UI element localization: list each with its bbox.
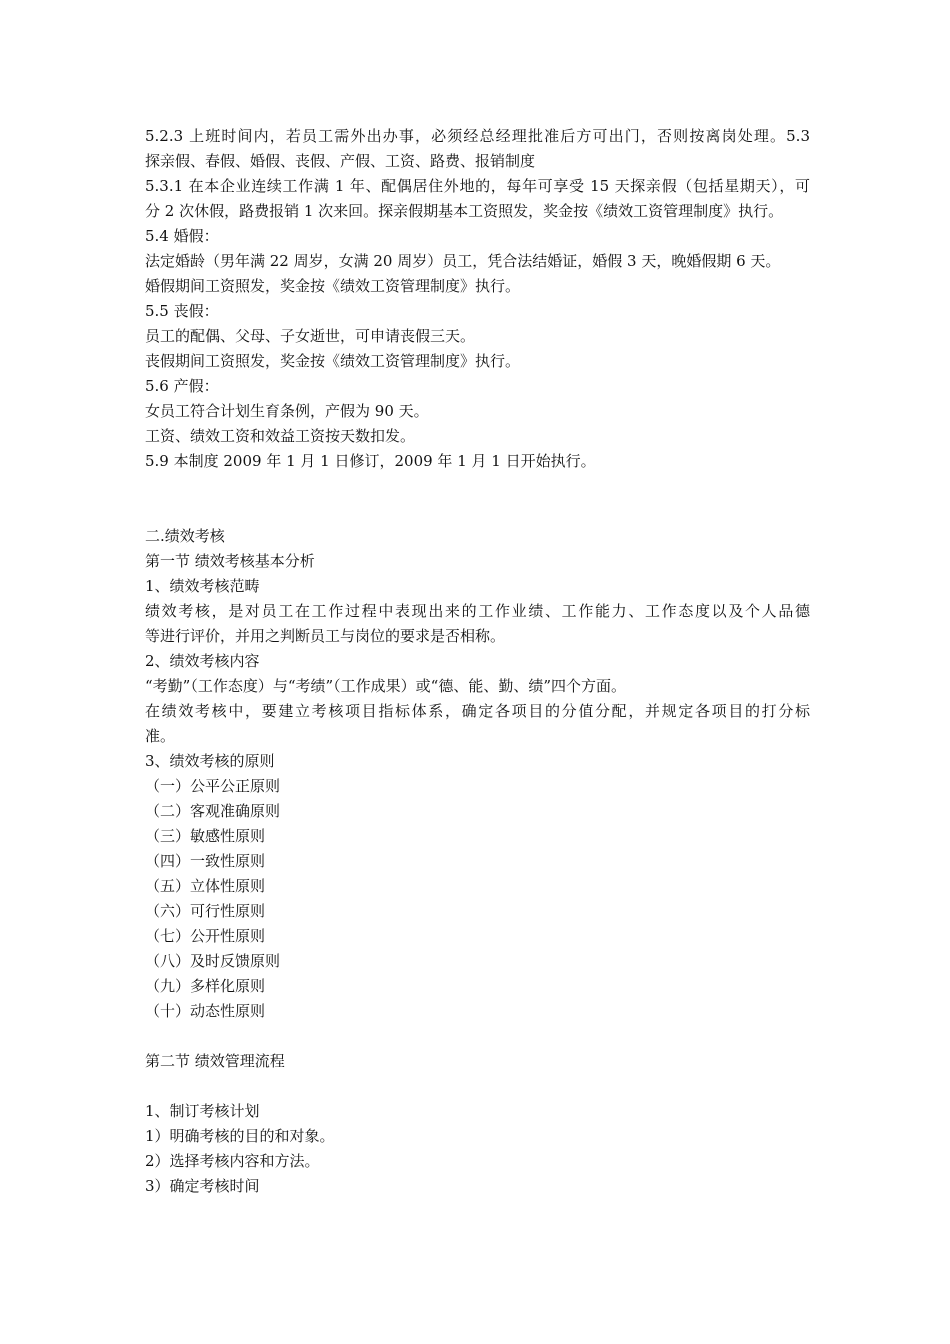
list-item: （一）公平公正原则 [145,777,281,795]
spacer [145,1024,810,1049]
step-1-title: 1、制订考核计划 [145,1102,260,1120]
paragraph-marriage-leave-pay: 婚假期间工资照发，奖金按《绩效工资管理制度》执行。 [145,277,521,295]
item-1-title: 1、绩效考核范畴 [145,577,260,595]
paragraph-maternity-leave-rule: 女员工符合计划生育条例，产假为 90 天。 [145,402,429,420]
list-item: （八）及时反馈原则 [145,952,281,970]
list-item: 3）确定考核时间 [145,1177,260,1195]
paragraph-5-9-effective-date: 5.9 本制度 2009 年 1 月 1 日修订，2009 年 1 月 1 日开始执行。 [145,452,596,470]
list-item: （十）动态性原则 [145,1002,266,1020]
step-1-list [145,1124,810,1199]
list-item: （三）敏感性原则 [145,827,266,845]
item-2-paragraph-1: “考勤”（工作态度）与“考绩”（工作成果）或“德、能、勤、绩”四个方面。 [145,677,627,695]
paragraph-5-2-3-line-1: 5.2.3 上班时间内，若员工需外出办事，必须经总经理批准后方可出门，否则按离岗处理。5.3 [145,127,810,145]
heading-5-4-marriage-leave: 5.4 婚假： [145,227,219,245]
list-item: （七）公开性原则 [145,927,266,945]
paragraph-5-3-1-line-2: 分 2 次休假，路费报销 1 次来回。探亲假期基本工资照发，奖金按《绩效工资管理制度》执行。 [145,202,784,220]
paragraph-marriage-leave-rule: 法定婚龄（男年满 22 周岁，女满 20 周岁）员工，凭合法结婚证，婚假 3 天，晚婚假期 6 天。 [145,252,781,270]
spacer [145,474,810,524]
item-2-title: 2、绩效考核内容 [145,652,260,670]
spacer [145,1074,810,1099]
heading-5-6-maternity-leave: 5.6 产假： [145,377,219,395]
document-body [145,124,810,1199]
chapter-title: 二.绩效考核 [145,527,225,545]
paragraph-funeral-leave-rule: 员工的配偶、父母、子女逝世，可申请丧假三天。 [145,327,476,345]
list-item: （四）一致性原则 [145,852,266,870]
item-2-paragraph-2-line-2: 准。 [145,727,176,745]
paragraph-maternity-leave-pay: 工资、绩效工资和效益工资按天数扣发。 [145,427,416,445]
list-item: （五）立体性原则 [145,877,266,895]
list-item: 1）明确考核的目的和对象。 [145,1127,335,1145]
principles-list [145,774,810,1024]
paragraph-5-3-heading: 探亲假、春假、婚假、丧假、产假、工资、路费、报销制度 [145,152,536,170]
section-2-title: 第二节 绩效管理流程 [145,1052,285,1070]
heading-5-5-funeral-leave: 5.5 丧假： [145,302,219,320]
item-2-paragraph-2-line-1: 在绩效考核中，要建立考核项目指标体系，确定各项目的分值分配，并规定各项目的打分标 [145,702,810,720]
section-1-title: 第一节 绩效考核基本分析 [145,552,315,570]
list-item: （六）可行性原则 [145,902,266,920]
paragraph-5-3-1-line-1: 5.3.1 在本企业连续工作满 1 年、配偶居住外地的，每年可享受 15 天探亲假（包括星期天），可 [145,177,810,195]
item-3-title: 3、绩效考核的原则 [145,752,275,770]
item-1-paragraph-line-2: 等进行评价，并用之判断员工与岗位的要求是否相称。 [145,627,506,645]
paragraph-funeral-leave-pay: 丧假期间工资照发，奖金按《绩效工资管理制度》执行。 [145,352,521,370]
list-item: （九）多样化原则 [145,977,266,995]
item-1-paragraph-line-1: 绩效考核，是对员工在工作过程中表现出来的工作业绩、工作能力、工作态度以及个人品德 [145,602,810,620]
list-item: 2）选择考核内容和方法。 [145,1152,320,1170]
list-item: （二）客观准确原则 [145,802,281,820]
